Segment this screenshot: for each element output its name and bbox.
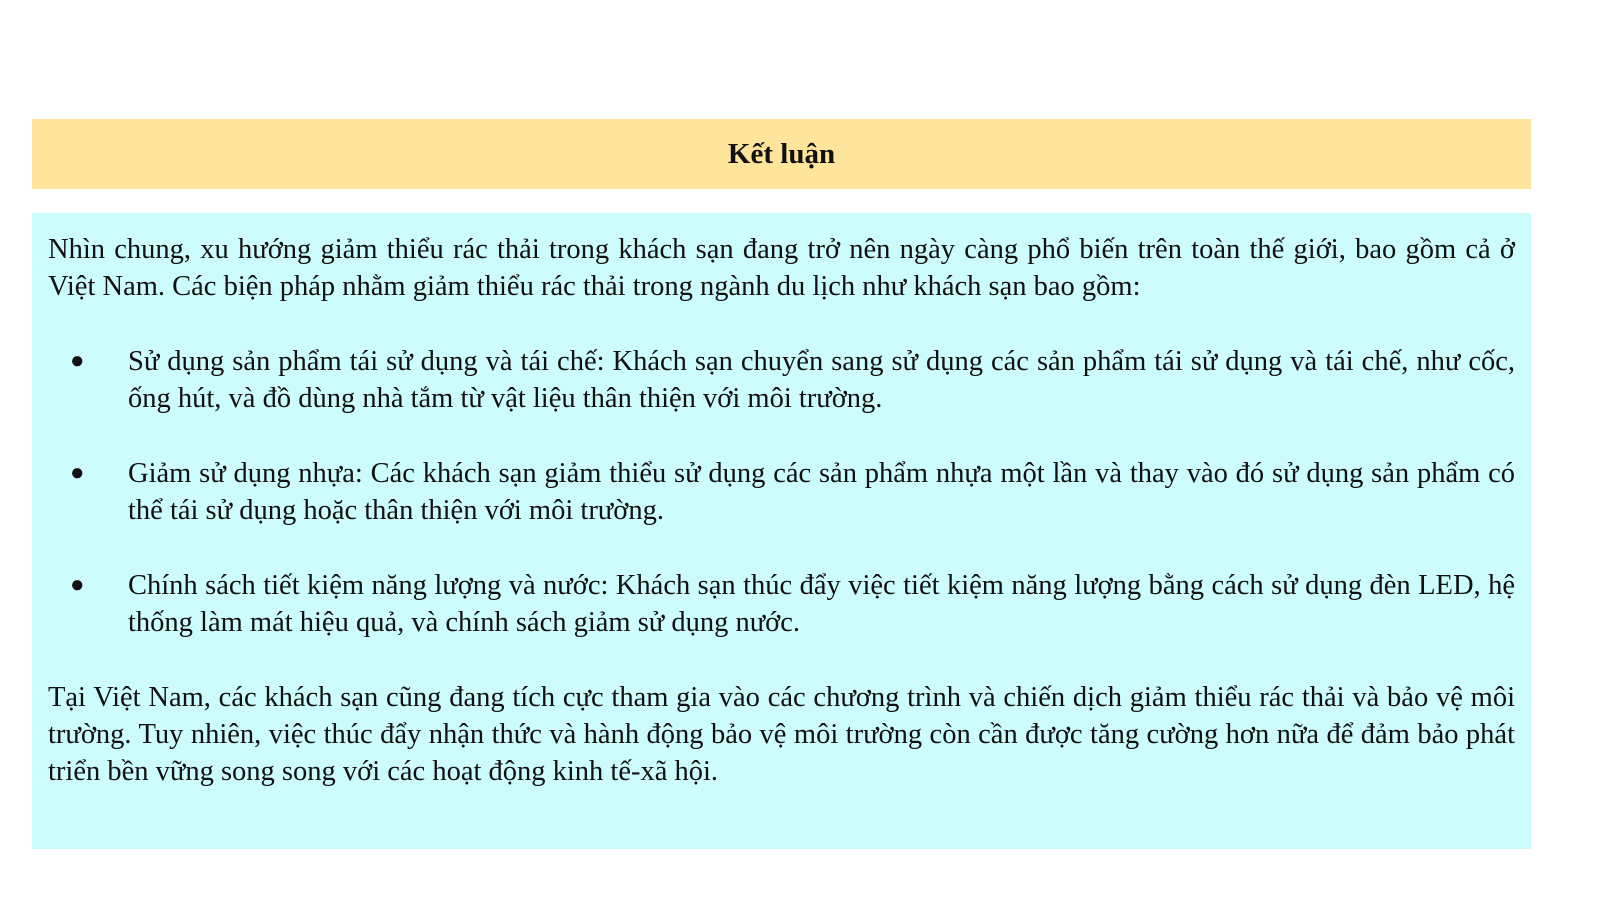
list-item-text: Sử dụng sản phẩm tái sử dụng và tái chế: Khách sạn chuyển sang sử dụng các sản phẩm tái sử dụng và tái chế, như cốc, ống hút, và đồ dùng nhà tắm từ vật liệu thân thiện với môi trường. (128, 346, 1515, 414)
intro-paragraph: Nhìn chung, xu hướng giảm thiểu rác thải trong khách sạn đang trở nên ngày càng phổ biến trên toàn thế giới, bao gồm cả ở Việt Nam. Các biện pháp nhằm giảm thiểu rác thải trong ngành du lịch như khách sạn bao gồm: (48, 234, 1515, 302)
bullet-icon: ● (70, 460, 85, 486)
bullet-icon: ● (70, 572, 85, 598)
measures-list (48, 343, 1515, 641)
conclusion-paragraph: Tại Việt Nam, các khách sạn cũng đang tích cực tham gia vào các chương trình và chiến dịch giảm thiểu rác thải và bảo vệ môi trường. Tuy nhiên, việc thúc đẩy nhận thức và hành động bảo vệ môi trường còn cần được tăng cường hơn nữa để đảm bảo phát triển bền vững song song với các hoạt động kinh tế-xã hội. (48, 682, 1515, 787)
list-item (48, 455, 1515, 529)
content-panel (32, 213, 1531, 849)
bullet-icon: ● (70, 348, 85, 374)
page-title: Kết luận (727, 137, 836, 170)
title-banner (32, 119, 1531, 189)
list-item (48, 567, 1515, 641)
list-item-text: Chính sách tiết kiệm năng lượng và nước: Khách sạn thúc đẩy việc tiết kiệm năng lượng bằng cách sử dụng đèn LED, hệ thống làm mát hiệu quả, và chính sách giảm sử dụng nước. (128, 570, 1515, 638)
list-item-text: Giảm sử dụng nhựa: Các khách sạn giảm thiểu sử dụng các sản phẩm nhựa một lần và thay vào đó sử dụng sản phẩm có thể tái sử dụng hoặc thân thiện với môi trường. (128, 458, 1515, 526)
list-item (48, 343, 1515, 417)
